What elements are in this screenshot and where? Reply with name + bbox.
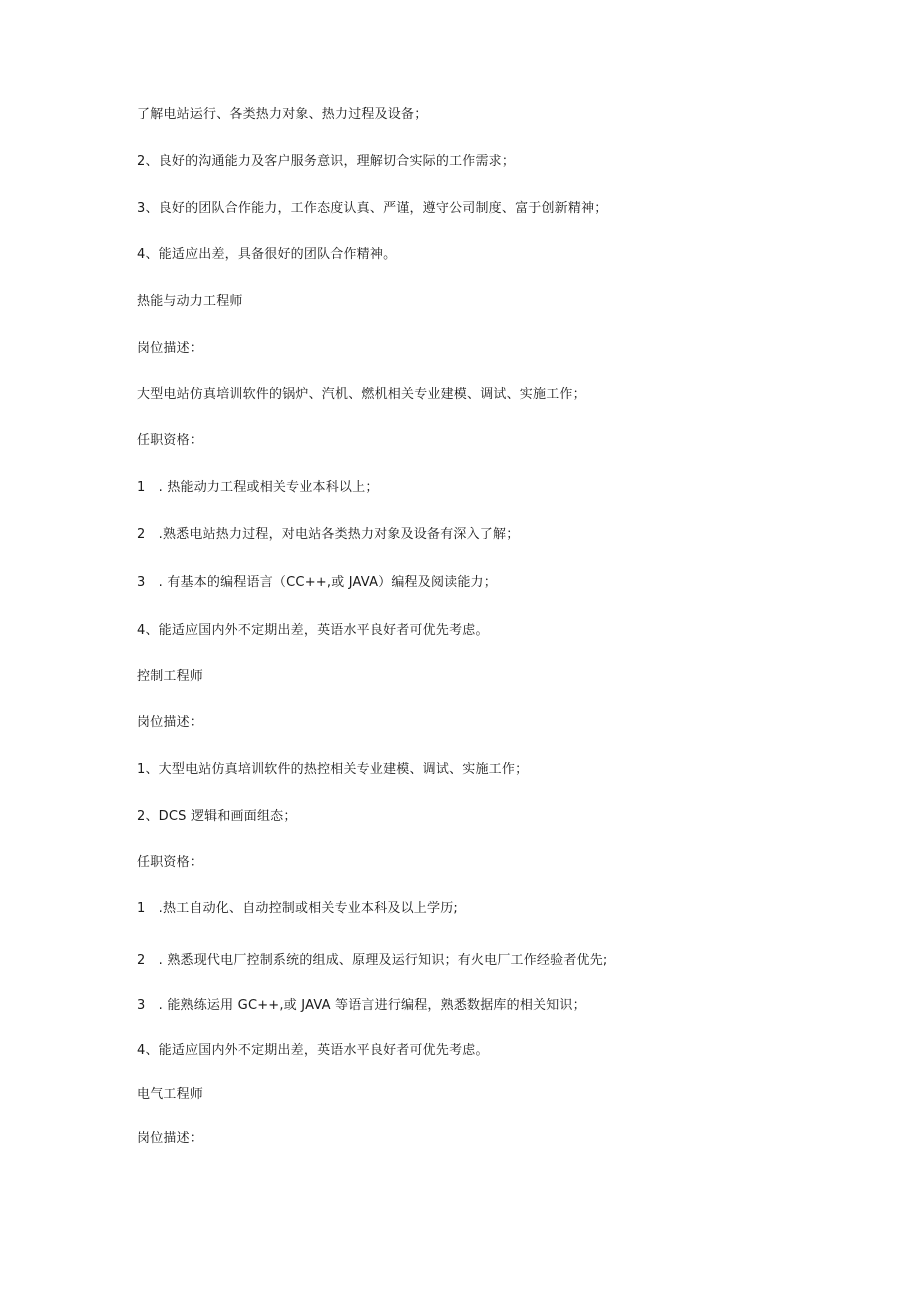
text-line: 3 . 能熟练运用 GC++,或 JAVA 等语言进行编程，熟悉数据库的相关知识； (137, 998, 586, 1013)
section-heading: 热能与动力工程师 (137, 294, 243, 309)
text-line: 2、良好的沟通能力及客户服务意识，理解切合实际的工作需求； (137, 154, 516, 169)
text-line: 2 .熟悉电站热力过程，对电站各类热力对象及设备有深入了解； (137, 527, 520, 542)
text-line: 1 . 热能动力工程或相关专业本科以上； (137, 480, 379, 495)
section-heading: 控制工程师 (137, 669, 204, 684)
text-line: 3、良好的团队合作能力，工作态度认真、严谨，遵守公司制度、富于创新精神； (137, 201, 608, 216)
subsection-heading: 任职资格： (137, 433, 204, 448)
text-line: 1、大型电站仿真培训软件的热控相关专业建模、调试、实施工作； (137, 762, 529, 777)
text-line: 大型电站仿真培训软件的锅炉、汽机、燃机相关专业建模、调试、实施工作； (137, 387, 586, 402)
subsection-heading: 岗位描述： (137, 341, 204, 356)
text-line: 3 . 有基本的编程语言（CC++,或 JAVA）编程及阅读能力； (137, 575, 497, 590)
subsection-heading: 任职资格： (137, 855, 204, 870)
text-line: 4、能适应国内外不定期出差，英语水平良好者可优先考虑。 (137, 623, 489, 638)
text-line: 4、能适应国内外不定期出差，英语水平良好者可优先考虑。 (137, 1043, 489, 1058)
subsection-heading: 岗位描述： (137, 1131, 204, 1146)
section-heading: 电气工程师 (137, 1087, 204, 1102)
text-line: 2 . 熟悉现代电厂控制系统的组成、原理及运行知识；有火电厂工作经验者优先; (137, 953, 608, 968)
text-line: 2、DCS 逻辑和画面组态； (137, 809, 297, 824)
text-line: 了解电站运行、各类热力对象、热力过程及设备； (137, 107, 428, 122)
text-line: 4、能适应出差，具备很好的团队合作精神。 (137, 247, 397, 262)
text-line: 1 .热工自动化、自动控制或相关专业本科及以上学历; (137, 901, 458, 916)
subsection-heading: 岗位描述： (137, 715, 204, 730)
